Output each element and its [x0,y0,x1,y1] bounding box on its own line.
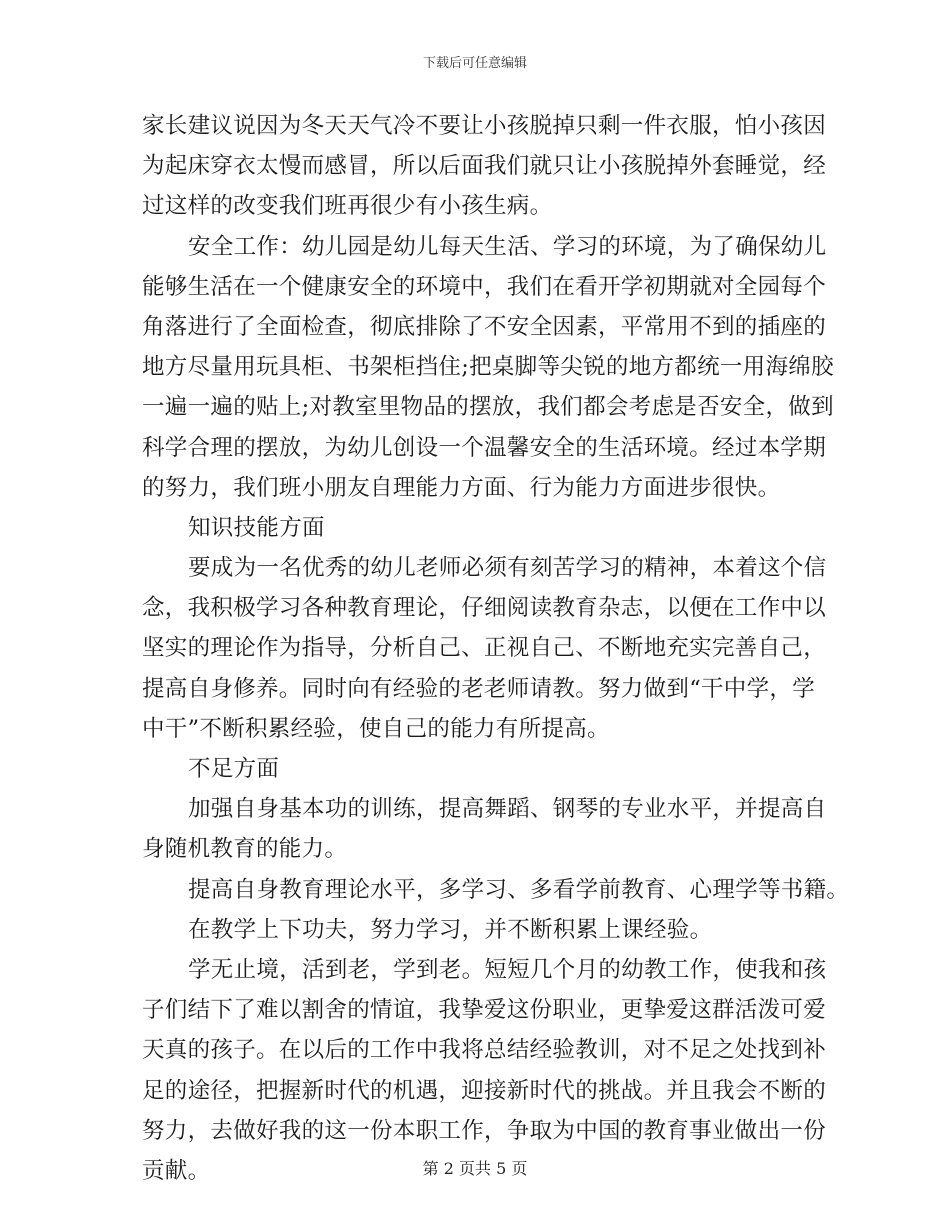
text-line: 加强自身基本功的训练，提高舞蹈、钢琴的专业水平，并提高自 [188,796,827,823]
page-header: 下载后可任意编辑 [422,56,527,71]
text-line: 角落进行了全面检查，彻底排除了不安全因素，平常用不到的插座的 [142,313,827,340]
text-line: 的努力，我们班小朋友自理能力方面、行为能力方面进步很快。 [142,474,781,501]
text-line: 子们结下了难以割舍的情谊，我挚爱这份职业，更挚爱这群活泼可爱 [142,997,827,1024]
text-line: 提高自身修养。同时向有经验的老老师请教。努力做到“干中学，学 [142,675,816,702]
text-line: 知识技能方面 [188,514,325,541]
text-line: 能够生活在一个健康安全的环境中，我们在看开学初期就对全园每个 [142,273,827,300]
text-line: 过这样的改变我们班再很少有小孩生病。 [142,193,553,220]
text-line: 在教学上下功夫，努力学习，并不断积累上课经验。 [188,916,713,943]
text-line: 家长建议说因为冬天天气冷不要让小孩脱掉只剩一件衣服，怕小孩因 [142,113,827,139]
text-line: 不足方面 [188,756,280,782]
page-number: 第 2 页共 5 页 [422,1159,528,1178]
text-line: 要成为一名优秀的幼儿老师必须有刻苦学习的精神，本着这个信 [188,555,827,582]
text-line: 提高自身教育理论水平，多学习、多看学前教育、心理学等书籍。 [188,876,850,903]
document-body [142,106,850,1191]
text-line: 坚实的理论作为指导，分析自己、正视自己、不断地充实完善自己， [142,635,827,662]
text-line: 安全工作：幼儿园是幼儿每天生活、学习的环境，为了确保幼儿 [188,233,827,260]
text-line: 学无止境，活到老，学到老。短短几个月的幼教工作，使我和孩 [188,956,827,983]
text-line: 科学合理的摆放，为幼儿创设一个温馨安全的生活环境。经过本学期 [142,434,827,461]
text-line: 地方尽量用玩具柜、书架柜挡住;把桌脚等尖锐的地方都统一用海绵胶 [142,354,834,381]
text-line: 贡献。 [142,1157,211,1184]
text-line: 为起床穿衣太慢而感冒，所以后面我们就只让小孩脱掉外套睡觉，经 [142,153,827,180]
text-line: 天真的孩子。在以后的工作中我将总结经验教训，对不足之处找到补 [142,1037,827,1064]
text-line: 身随机教育的能力。 [142,836,348,863]
text-line: 中干”不断积累经验，使自己的能力有所提高。 [142,715,610,742]
text-line: 一遍一遍的贴上;对教室里物品的摆放，我们都会考虑是否安全，做到 [142,394,834,421]
text-line: 努力，去做好我的这一份本职工作，争取为中国的教育事业做出一份 [142,1117,827,1144]
text-line: 念，我积极学习各种教育理论，仔细阅读教育杂志，以便在工作中以 [142,595,827,622]
text-line: 足的途径，把握新时代的机遇，迎接新时代的挑战。并且我会不断的 [142,1077,827,1104]
